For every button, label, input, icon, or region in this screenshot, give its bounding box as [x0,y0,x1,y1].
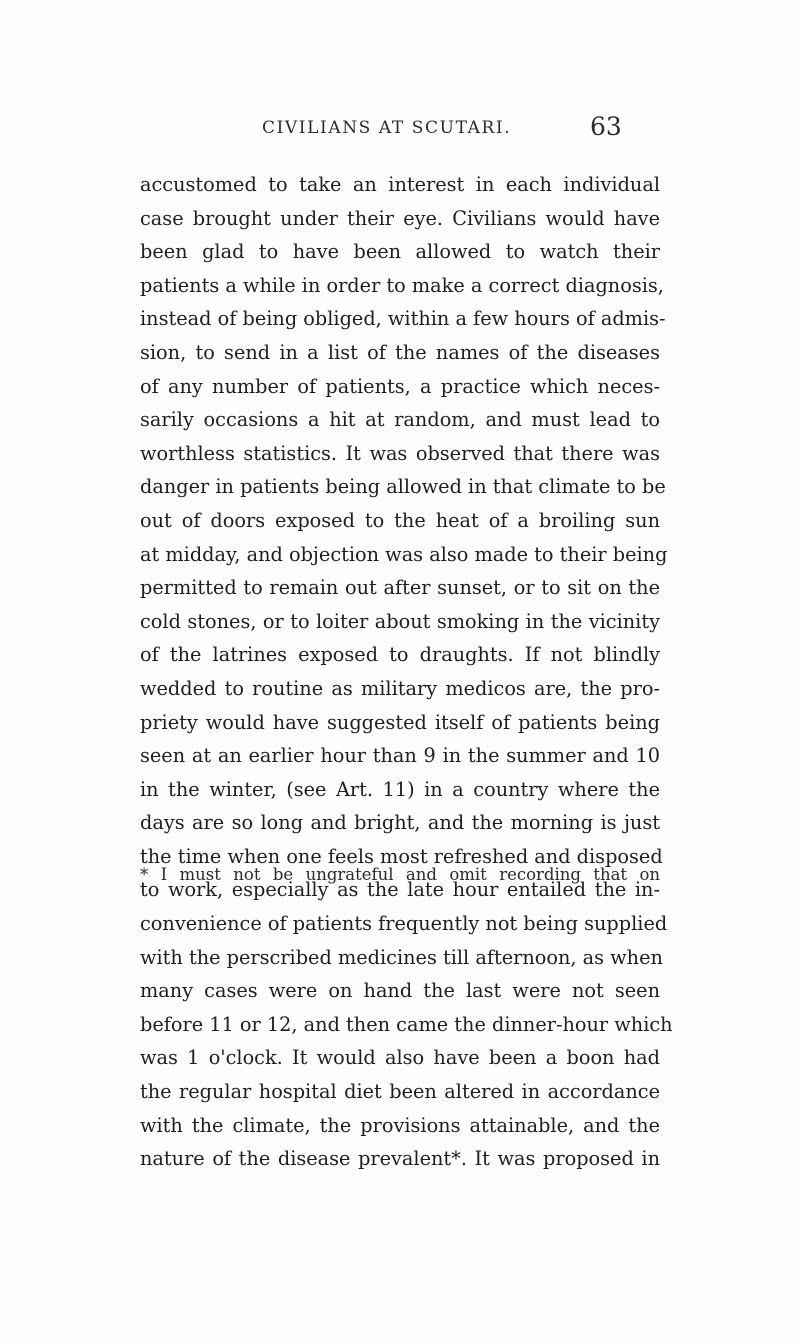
text-line: patients a while in order to make a correct diagnosis, [140,273,664,297]
text-line: at midday, and objection was also made to their being [140,542,668,566]
text-line: before 11 or 12, and then came the dinner-hour which [140,1012,673,1036]
text-line: danger in patients being allowed in that climate to be [140,475,666,499]
text-line: with the climate, the provisions attainable, and the [140,1113,660,1137]
text-line: wedded to routine as military medicos are, the pro- [140,676,660,700]
body-text [140,168,673,1176]
text-line: convenience of patients frequently not being supplied [140,912,668,936]
text-line: instead of being obliged, within a few hours of admis- [140,307,666,331]
text-line: the regular hospital diet been altered in accordance [140,1080,660,1104]
text-line: nature of the disease prevalent*. It was proposed in [140,1147,660,1171]
text-line: cold stones, or to loiter about smoking in the vicinity [140,609,660,633]
text-line: permitted to remain out after sunset, or to sit on the [140,576,660,600]
text-line: sion, to send in a list of the names of the diseases [140,340,660,364]
footnote [140,861,660,889]
running-head-title: CIVILIANS AT SCUTARI. [262,118,512,138]
text-line: been glad to have been allowed to watch their [140,240,660,264]
text-line: priety would have suggested itself of patients being [140,710,660,734]
text-line: was 1 o'clock. It would also have been a boon had [140,1046,660,1070]
text-line: many cases were on hand the last were not seen [140,979,660,1003]
text-line: out of doors exposed to the heat of a broiling sun [140,508,660,532]
text-line: to work, especially as the late hour entailed the in- [140,878,660,902]
text-line: the time when one feels most refreshed and disposed [140,844,663,868]
text-line: sarily occasions a hit at random, and must lead to [140,408,660,432]
footnote-text: * I must not be ungrateful and omit recording that on [140,865,660,884]
text-line: case brought under their eye. Civilians would have [140,206,660,230]
text-line: worthless statistics. It was observed that there was [140,441,660,465]
page-number: 63 [590,112,622,141]
text-line: of the latrines exposed to draughts. If not blindly [140,643,660,667]
text-line: seen at an earlier hour than 9 in the summer and 10 [140,744,660,768]
running-head [0,112,800,142]
text-line: with the perscribed medicines till afternoon, as when [140,945,663,969]
text-line: of any number of patients, a practice which neces- [140,374,660,398]
text-line: days are so long and bright, and the morning is just [140,811,660,835]
text-line: in the winter, (see Art. 11) in a country where the [140,777,660,801]
text-line: accustomed to take an interest in each individual [140,173,660,196]
